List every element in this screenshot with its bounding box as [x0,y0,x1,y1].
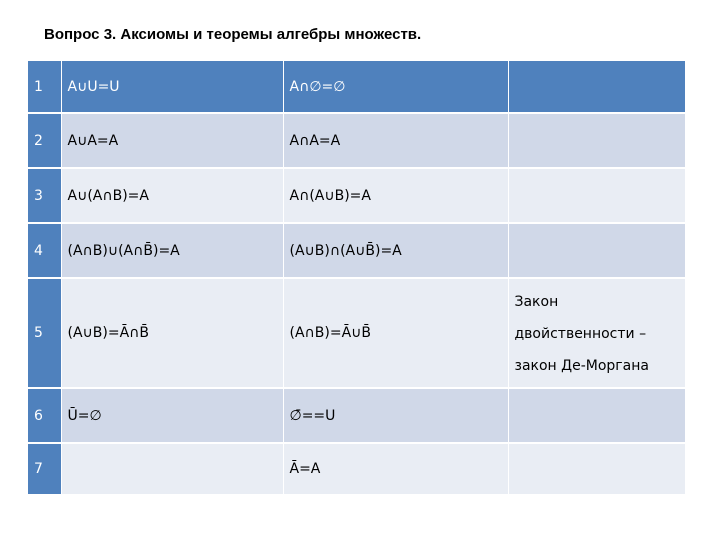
de-morgan-note [508,278,685,388]
axiom-left: (A∪B)=Ā∩B̄ [61,278,283,388]
axiom-right: A∩∅=∅ [283,61,508,113]
axiom-left [61,443,283,495]
note-line: Закон [514,294,559,310]
row-number: 6 [28,388,61,443]
table-row [28,168,685,223]
axiom-left: Ū=∅ [61,388,283,443]
row-number: 7 [28,443,61,495]
axiom-right: (A∪B)∩(A∪B̄)=A [283,223,508,278]
note-line: двойственности – [514,326,647,342]
note-cell [508,61,685,113]
note-line: закон Де-Моргана [514,358,649,374]
note-cell [508,443,685,495]
table-row [28,443,685,495]
axiom-left: A∪A=A [61,113,283,168]
row-number: 1 [28,61,61,113]
table-row [28,223,685,278]
row-number: 3 [28,168,61,223]
axiom-left: (A∩B)∪(A∩B̄)=A [61,223,283,278]
slide-title: Вопрос 3. Аксиомы и теоремы алгебры множеств. [44,26,422,43]
row-number: 2 [28,113,61,168]
note-cell [508,113,685,168]
axioms-table [28,61,686,496]
table-row [28,61,685,113]
axiom-left: A∪(A∩B)=A [61,168,283,223]
axiom-right: A∩A=A [283,113,508,168]
table-row [28,278,685,388]
axiom-right: ∅̄==U [283,388,508,443]
axiom-right: (A∩B)=Ā∪B̄ [283,278,508,388]
note-cell [508,223,685,278]
note-cell [508,168,685,223]
axiom-left: A∪U=U [61,61,283,113]
axiom-right: Ā=A [283,443,508,495]
axiom-right: A∩(A∪B)=A [283,168,508,223]
note-cell [508,388,685,443]
table-row [28,113,685,168]
row-number: 4 [28,223,61,278]
row-number: 5 [28,278,61,388]
table-row [28,388,685,443]
